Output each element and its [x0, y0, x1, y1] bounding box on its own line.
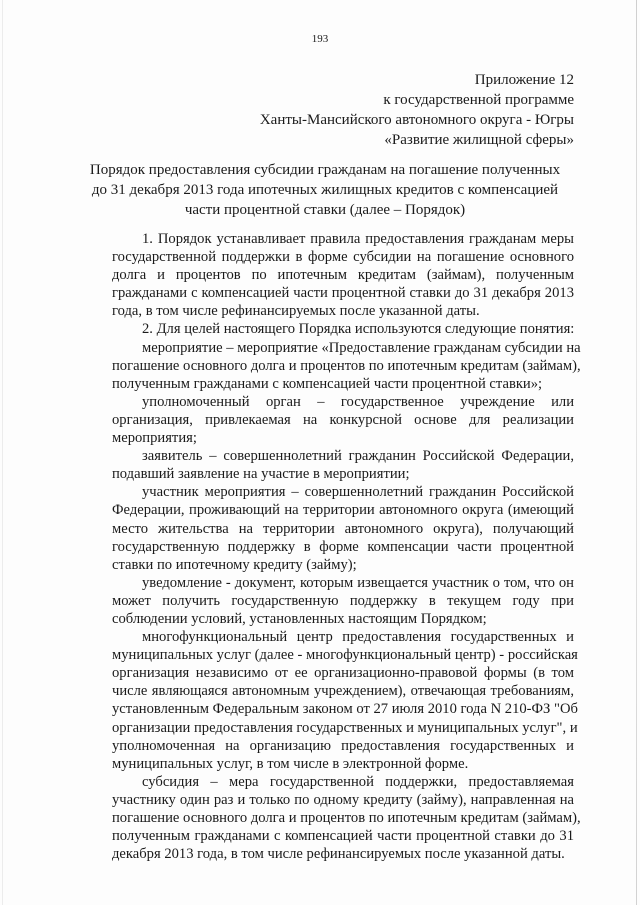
paragraph-line: подавший заявление на участие в мероприятии;	[112, 466, 410, 483]
appendix-line: Ханты-Мансийского автономного округа - Югры	[259, 112, 574, 128]
paragraph-line: многофункциональный центр предоставления государственных и	[142, 629, 574, 646]
paragraph-line: уполномоченная на организацию предоставления государственных и	[112, 737, 574, 754]
title-line: части процентной ставки (далее – Порядок)	[184, 202, 466, 218]
paragraph-line: государственную поддержку в форме компенсации части процентной	[112, 538, 574, 555]
paragraph-line: может получить государственную поддержку в текущем году при	[112, 592, 574, 609]
paragraph-line: установленным Федеральным законом от 27 июля 2010 года N 210-ФЗ "Об	[112, 701, 578, 718]
paragraph-line: декабря 2013 года, в том числе рефинансируемых после указанной даты.	[112, 846, 565, 863]
paragraph-line: участник мероприятия – совершеннолетний гражданин Российской	[142, 484, 574, 501]
paragraph-line: ставки по ипотечному кредиту (займу);	[112, 556, 357, 573]
title-line: Порядок предоставления субсидии гражданам на погашение полученных	[89, 162, 561, 178]
paragraph-line: муниципальных услуг, в том числе в электронной форме.	[112, 755, 469, 772]
paragraph-line: гражданами с компенсацией части процентной ставки до 31 декабря 2013	[112, 285, 574, 302]
paragraph	[82, 574, 574, 628]
paragraph	[82, 393, 574, 447]
paragraph-line: погашение основного долга и процентов по ипотечным кредитам (займам),	[112, 357, 581, 374]
paragraph	[82, 483, 574, 573]
page-number: 193	[311, 33, 329, 45]
page-edge-left	[2, 0, 3, 905]
paragraph	[82, 628, 578, 773]
paragraph-line: долга и процентов по ипотечным кредитам (займам), полученным	[112, 267, 574, 284]
paragraph-line: участнику один раз и только по одному кредиту (займу), направленная на	[112, 791, 574, 808]
paragraph-line: числе являющаяся автономным учреждением), отвечающая требованиям,	[112, 683, 574, 700]
appendix-header	[174, 70, 574, 150]
paragraph-line: 2. Для целей настоящего Порядка используются следующие понятия:	[142, 321, 575, 338]
paragraph	[82, 339, 581, 393]
paragraph-line: Федерации, проживающий на территории автономного округа (имеющий	[112, 502, 574, 519]
document-body	[82, 230, 581, 863]
paragraph-line: полученным гражданами с компенсацией части процентной ставки»;	[112, 375, 543, 392]
paragraph-line: полученным гражданами с компенсацией части процентной ставки до 31	[112, 828, 574, 845]
paragraph-line: года, в том числе рефинансируемых после указанной даты.	[112, 303, 480, 320]
paragraph-line: погашение основного долга и процентов по ипотечным кредитам (займам),	[112, 810, 581, 826]
paragraph	[82, 320, 574, 338]
paragraph-line: уведомление - документ, которым извещается участник о том, что он	[142, 574, 574, 591]
paragraph-line: заявитель – совершеннолетний гражданин Российской Федерации,	[142, 448, 574, 465]
document-title	[70, 160, 580, 220]
appendix-line: Приложение 12	[474, 72, 574, 88]
paragraph-line: государственной поддержки в форме субсидии на погашение основного	[112, 249, 574, 266]
paragraph-line: мероприятия;	[112, 430, 197, 447]
paragraph-line: мероприятие – мероприятие «Предоставление гражданам субсидии на	[142, 339, 581, 356]
paragraph-line: организация, привлекаемая на конкурсной основе для реализации	[112, 411, 574, 428]
paragraph-line: муниципальных услуг (далее - многофункциональный центр) - российская	[112, 647, 578, 664]
paragraph-line: 1. Порядок устанавливает правила предоставления гражданам меры	[142, 231, 574, 247]
paragraph-line: место жительства на территории автономного округа), получающий	[112, 520, 574, 537]
paragraph-line: организации предоставления государственных и муниципальных услуг", и	[112, 719, 578, 736]
paragraph	[82, 230, 574, 320]
appendix-line: к государственной программе	[383, 92, 574, 108]
paragraph-line: субсидия – мера государственной поддержки, предоставляемая	[142, 773, 574, 790]
paragraph-line: организация независимо от ее организационно-правовой формы (в том	[112, 665, 574, 682]
paragraph	[82, 773, 581, 863]
page-edge-right	[636, 0, 637, 905]
appendix-line: «Развитие жилищной сферы»	[384, 132, 574, 148]
paragraph-line: уполномоченный орган – государственное учреждение или	[142, 393, 574, 410]
paragraph	[82, 447, 574, 483]
title-line: до 31 декабря 2013 года ипотечных жилищных кредитов с компенсацией	[91, 182, 559, 198]
paragraph-line: соблюдении условий, установленных настоящим Порядком;	[112, 610, 487, 627]
